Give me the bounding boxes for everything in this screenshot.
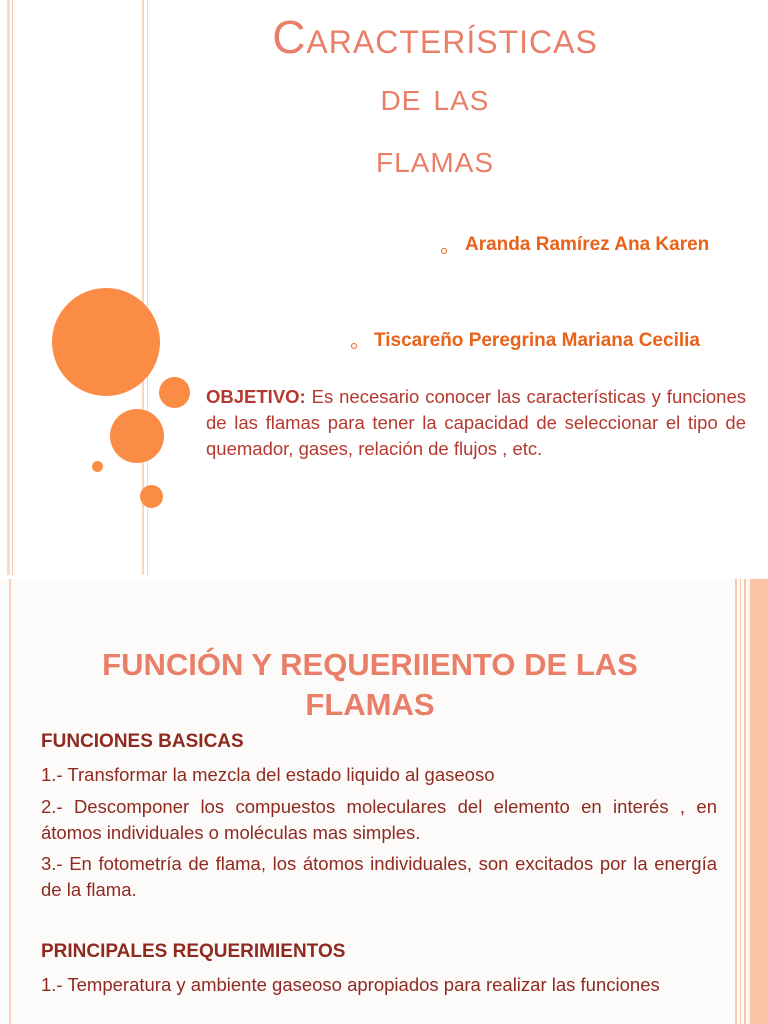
decorative-circle-large	[52, 288, 160, 396]
objective-paragraph	[206, 384, 746, 462]
list-item: 3.- En fotometría de flama, los átomos individuales, son excitados por la energía de la flama.	[41, 853, 717, 900]
title-line-1: Características	[272, 11, 598, 63]
decorative-circle-tiny	[92, 461, 103, 472]
slide-title	[190, 8, 680, 190]
author-name: Tiscareño Peregrina Mariana Cecilia	[374, 330, 700, 351]
section-heading: PRINCIPALES REQUERIMIENTOS	[41, 941, 346, 962]
objective-text: Es necesario conocer las características y funciones de las flamas para tener la capacidad de seleccionar el tipo de quemador, gases, relación de flujos , etc.	[206, 386, 746, 459]
decorative-line	[750, 579, 768, 1024]
section-heading: FUNCIONES BASICAS	[41, 731, 244, 752]
decorative-line	[7, 0, 10, 575]
title-line-3: flamas	[375, 137, 495, 181]
decorative-line	[744, 579, 746, 1024]
author-name: Aranda Ramírez Ana Karen	[465, 234, 710, 255]
decorative-circle-small	[159, 377, 190, 408]
decorative-line	[12, 0, 13, 575]
slide-2	[0, 579, 768, 1024]
objective-label: OBJETIVO:	[206, 386, 306, 407]
list-item: 1.- Temperatura y ambiente gaseoso apropiados para realizar las funciones	[41, 974, 660, 995]
bullet-icon	[441, 248, 447, 254]
list-item: 2.- Descomponer los compuestos moleculares del elemento en interés , en átomos individuales o moléculas mas simples.	[41, 796, 717, 843]
decorative-line	[735, 579, 737, 1024]
list-item: 1.- Transformar la mezcla del estado liquido al gaseoso	[41, 764, 495, 785]
title-line-2: de las	[380, 75, 490, 119]
decorative-line	[740, 579, 741, 1024]
decorative-circle-medium	[110, 409, 164, 463]
bullet-icon	[351, 343, 357, 349]
decorative-circle-small	[140, 485, 163, 508]
slide-title: FUNCIÓN Y REQUERIIENTO DE LAS FLAMAS	[102, 647, 638, 722]
decorative-line	[9, 579, 11, 1024]
